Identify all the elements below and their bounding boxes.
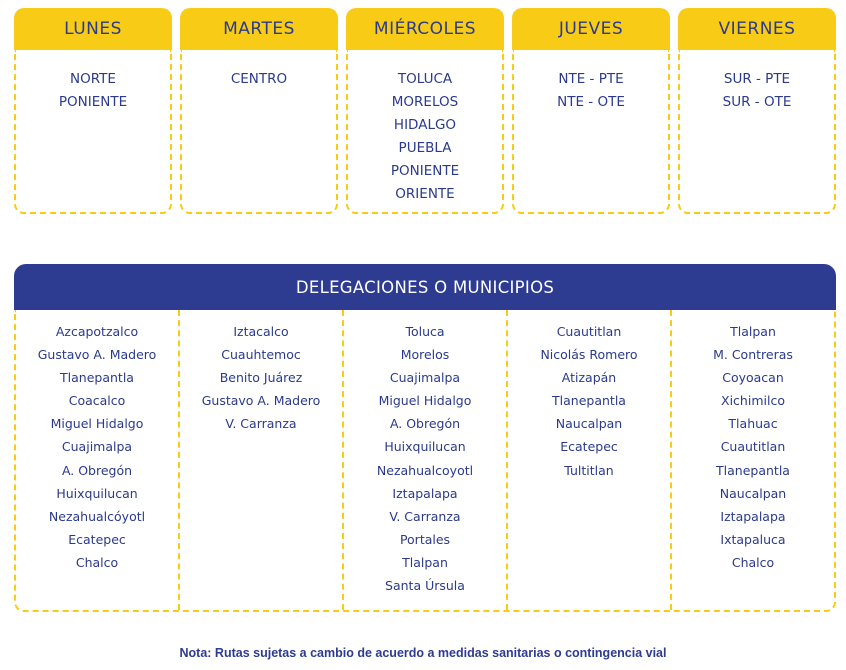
weekday-schedule	[14, 8, 836, 214]
municipality-item: Coyoacan	[722, 370, 784, 386]
municipality-item: Cuautitlan	[720, 439, 786, 455]
municipality-item: Portales	[399, 531, 451, 547]
municipality-column	[344, 310, 508, 610]
route-item: NORTE	[70, 71, 116, 87]
municipality-item: A. Obregón	[389, 416, 461, 432]
day-header: MARTES	[180, 8, 338, 50]
day-column	[512, 8, 670, 214]
municipality-item: Xichimilco	[721, 393, 785, 409]
municipality-item: Azcapotzalco	[55, 324, 139, 339]
municipality-item: A. Obregón	[61, 462, 133, 478]
municipality-item: V. Carranza	[389, 508, 461, 524]
day-routes	[678, 50, 836, 214]
route-item: MORELOS	[391, 94, 459, 110]
municipality-item: Coacalco	[68, 393, 126, 409]
municipalities-table	[14, 310, 836, 612]
municipality-item: Ecatepec	[560, 439, 618, 455]
route-item: PONIENTE	[390, 163, 460, 179]
day-routes	[346, 50, 504, 214]
municipality-item: Tlanepantla	[60, 370, 134, 386]
day-header: MIÉRCOLES	[346, 8, 504, 50]
municipalities-section	[14, 264, 836, 612]
municipality-item: Iztapalapa	[720, 508, 786, 524]
municipality-item: Toluca	[405, 324, 445, 339]
municipality-item: Ecatepec	[68, 531, 126, 547]
route-item: SUR - PTE	[723, 71, 791, 87]
municipality-item: Nicolás Romero	[540, 347, 638, 363]
municipality-item: Miguel Hidalgo	[378, 393, 472, 409]
route-item: CENTRO	[230, 71, 288, 87]
municipality-item: Naucalpan	[555, 416, 623, 432]
municipality-item: Tlalpan	[402, 554, 448, 570]
municipality-column	[16, 310, 180, 610]
footer-note: Nota: Rutas sujetas a cambio de acuerdo a medidas sanitarias o contingencia vial	[179, 646, 667, 660]
municipality-item: Cuajimalpa	[61, 439, 133, 455]
day-header: LUNES	[14, 8, 172, 50]
municipality-item: Cuauhtemoc	[221, 347, 301, 363]
day-routes	[512, 50, 670, 214]
municipality-item: Naucalpan	[719, 485, 787, 501]
municipality-item: Iztacalco	[233, 324, 289, 339]
municipality-column	[672, 310, 834, 610]
route-item: ORIENTE	[395, 186, 455, 202]
municipality-item: Tultitlan	[564, 462, 614, 478]
municipality-item: Morelos	[400, 347, 450, 363]
municipality-item: Huixquilucan	[384, 439, 466, 455]
municipality-item: M. Contreras	[713, 347, 793, 363]
municipality-item: Tlanepantla	[552, 393, 626, 409]
route-item: TOLUCA	[397, 71, 453, 87]
municipality-item: Chalco	[731, 554, 775, 570]
route-item: NTE - OTE	[557, 94, 625, 110]
municipality-item: Nezahualcóyotl	[48, 508, 146, 524]
municipalities-title: DELEGACIONES O MUNICIPIOS	[295, 277, 555, 297]
day-header: VIERNES	[678, 8, 836, 50]
municipality-column	[180, 310, 344, 610]
day-column	[678, 8, 836, 214]
municipality-item: Gustavo A. Madero	[37, 347, 157, 363]
municipality-item: Santa Úrsula	[385, 578, 465, 594]
municipality-item: Iztapalapa	[392, 485, 458, 501]
route-item: NTE - PTE	[558, 71, 624, 87]
route-item: PUEBLA	[398, 140, 452, 156]
day-column	[14, 8, 172, 214]
municipality-column	[508, 310, 672, 610]
municipalities-header	[14, 264, 836, 310]
route-item: PONIENTE	[58, 94, 128, 110]
municipality-item: Tlalpan	[730, 324, 776, 339]
municipality-item: Atizapán	[561, 370, 617, 386]
municipality-item: Chalco	[75, 554, 119, 570]
municipality-item: Cuautitlan	[556, 324, 622, 339]
municipality-item: Nezahualcoyotl	[376, 462, 474, 478]
municipality-item: Huixquilucan	[56, 485, 138, 501]
day-header: JUEVES	[512, 8, 670, 50]
municipality-item: Ixtapaluca	[720, 531, 786, 547]
municipality-item: Benito Juárez	[219, 370, 303, 386]
route-item: HIDALGO	[393, 117, 457, 133]
day-routes	[180, 50, 338, 214]
municipality-item: Gustavo A. Madero	[201, 393, 321, 409]
municipality-item: Tlahuac	[728, 416, 778, 432]
route-item: SUR - OTE	[722, 94, 792, 110]
day-column	[180, 8, 338, 214]
day-column	[346, 8, 504, 214]
municipality-item: Cuajimalpa	[389, 370, 461, 386]
municipality-item: Miguel Hidalgo	[50, 416, 144, 432]
day-routes	[14, 50, 172, 214]
municipality-item: Tlanepantla	[716, 462, 790, 478]
municipality-item: V. Carranza	[225, 416, 297, 432]
